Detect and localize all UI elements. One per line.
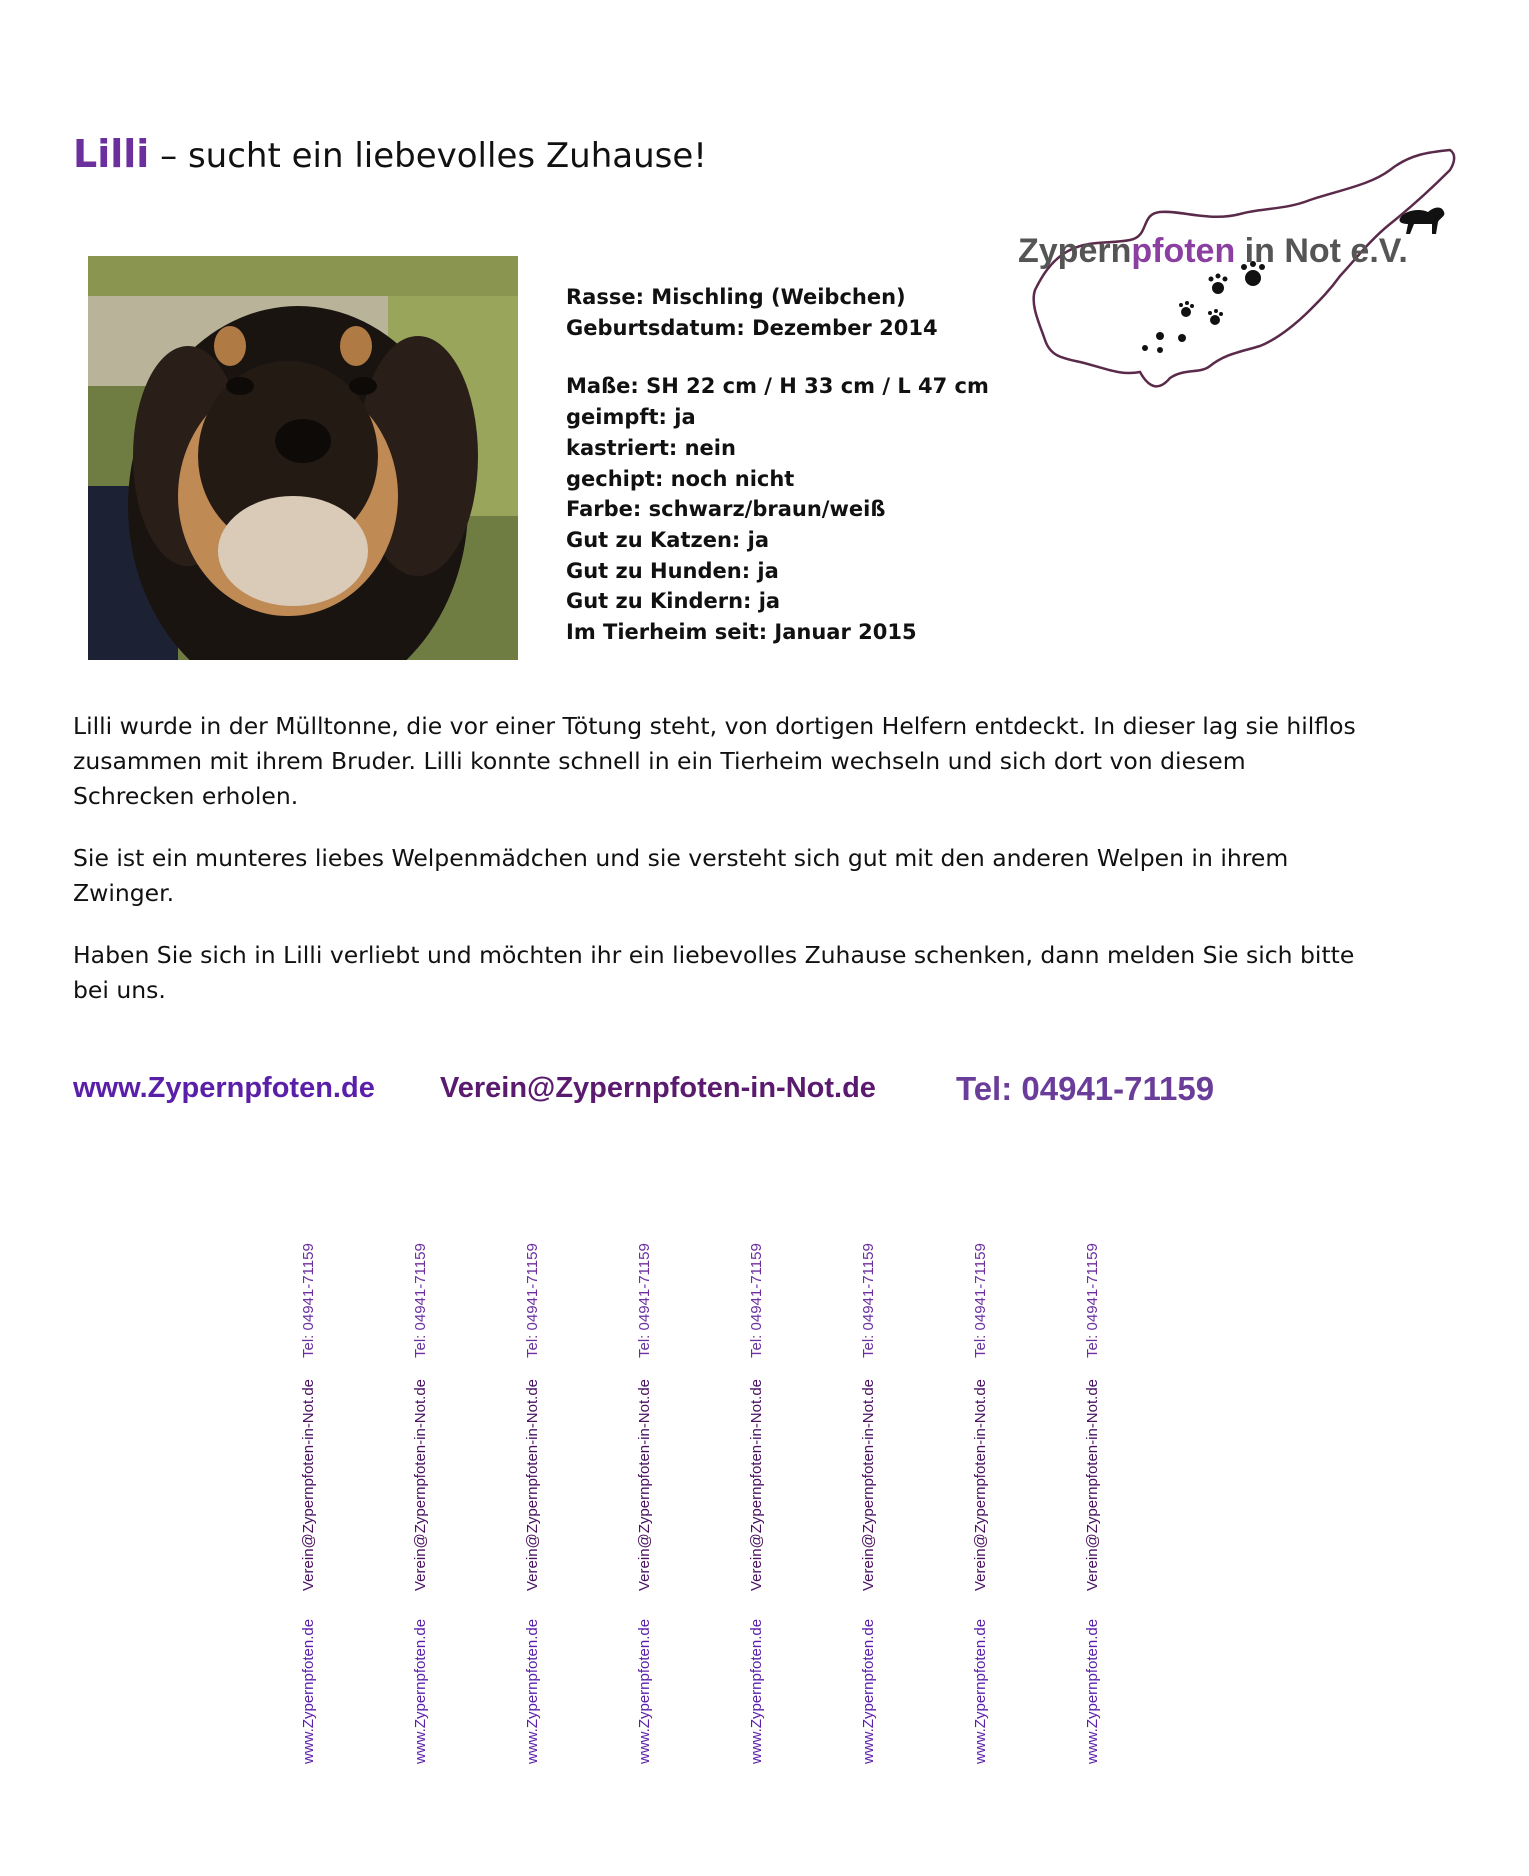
tab-phone: Tel: 04941-71159 — [300, 1243, 317, 1358]
tab-email: Verein@Zypernpfoten-in-Not.de — [860, 1378, 877, 1591]
description-paragraph: Lilli wurde in der Mülltonne, die vor einer Tötung steht, von dortigen Helfern entdeckt. In dieser lag sie hilflos zusammen mit ihrem Bruder. Lilli konnte schnell in ein Tierheim wechseln und sich dort von diesem Schrecken erholen. — [73, 712, 1356, 810]
tear-off-tab[interactable] — [1084, 1238, 1108, 1768]
paw-prints-icon — [1142, 261, 1265, 353]
dog-facts-list — [566, 282, 989, 648]
tab-phone: Tel: 04941-71159 — [972, 1243, 989, 1358]
tab-website: www.Zypernpfoten.de — [300, 1618, 317, 1764]
fact-birthdate: Geburtsdatum: Dezember 2014 — [566, 315, 938, 340]
tab-email: Verein@Zypernpfoten-in-Not.de — [412, 1378, 429, 1591]
tab-phone: Tel: 04941-71159 — [1084, 1243, 1101, 1358]
tab-email: Verein@Zypernpfoten-in-Not.de — [524, 1378, 541, 1591]
tab-website: www.Zypernpfoten.de — [524, 1618, 541, 1764]
tab-phone: Tel: 04941-71159 — [524, 1243, 541, 1358]
page-title — [73, 132, 707, 176]
tab-email: Verein@Zypernpfoten-in-Not.de — [636, 1378, 653, 1591]
fact-cats: Gut zu Katzen: ja — [566, 527, 769, 552]
dog-photo — [88, 256, 518, 660]
logo-wordmark: Zypernpfoten in Not e.V. — [1018, 232, 1408, 270]
tab-website: www.Zypernpfoten.de — [412, 1618, 429, 1764]
tab-website: www.Zypernpfoten.de — [636, 1618, 653, 1764]
fact-dogs: Gut zu Hunden: ja — [566, 558, 779, 583]
tear-off-tab[interactable] — [748, 1238, 772, 1768]
fact-vaccinated: geimpft: ja — [566, 405, 696, 430]
description — [73, 709, 1373, 1035]
tab-email: Verein@Zypernpfoten-in-Not.de — [748, 1378, 765, 1591]
tear-off-tab[interactable] — [860, 1238, 884, 1768]
tear-off-tab[interactable] — [636, 1238, 660, 1768]
website-link[interactable]: www.Zypernpfoten.de — [73, 1072, 375, 1104]
tear-off-tab[interactable] — [300, 1238, 324, 1768]
tab-email: Verein@Zypernpfoten-in-Not.de — [300, 1378, 317, 1591]
description-paragraph: Sie ist ein munteres liebes Welpenmädchen und sie versteht sich gut mit den anderen Welpen in ihrem Zwinger. — [73, 844, 1289, 907]
tear-off-tab[interactable] — [972, 1238, 996, 1768]
tab-phone: Tel: 04941-71159 — [636, 1243, 653, 1358]
organization-logo — [1010, 140, 1460, 400]
fact-chipped: gechipt: noch nicht — [566, 466, 795, 491]
fact-neutered: kastriert: nein — [566, 435, 736, 460]
tear-off-tabs — [300, 1238, 1120, 1768]
tab-website: www.Zypernpfoten.de — [1084, 1618, 1101, 1764]
tear-off-tab[interactable] — [412, 1238, 436, 1768]
fact-shelter-since: Im Tierheim seit: Januar 2015 — [566, 620, 917, 645]
tab-email: Verein@Zypernpfoten-in-Not.de — [972, 1378, 989, 1591]
dog-name: Lilli — [73, 132, 150, 176]
tear-off-tab[interactable] — [524, 1238, 548, 1768]
tab-phone: Tel: 04941-71159 — [748, 1243, 765, 1358]
phone-number: Tel: 04941-71159 — [956, 1070, 1215, 1107]
description-paragraph: Haben Sie sich in Lilli verliebt und möchten ihr ein liebevolles Zuhause schenken, dann melden Sie sich bitte bei uns. — [73, 941, 1355, 1004]
fact-color: Farbe: schwarz/braun/weiß — [566, 497, 886, 522]
tab-phone: Tel: 04941-71159 — [412, 1243, 429, 1358]
tab-website: www.Zypernpfoten.de — [860, 1618, 877, 1764]
tab-email: Verein@Zypernpfoten-in-Not.de — [1084, 1378, 1101, 1591]
tab-phone: Tel: 04941-71159 — [860, 1243, 877, 1358]
fact-children: Gut zu Kindern: ja — [566, 589, 781, 614]
title-subtitle: – sucht ein liebevolles Zuhause! — [160, 136, 707, 176]
fact-breed: Rasse: Mischling (Weibchen) — [566, 285, 906, 309]
fact-measurements: Maße: SH 22 cm / H 33 cm / L 47 cm — [566, 374, 989, 399]
tab-website: www.Zypernpfoten.de — [748, 1618, 765, 1764]
email-link[interactable]: Verein@Zypernpfoten-in-Not.de — [440, 1072, 876, 1104]
tab-website: www.Zypernpfoten.de — [972, 1618, 989, 1764]
